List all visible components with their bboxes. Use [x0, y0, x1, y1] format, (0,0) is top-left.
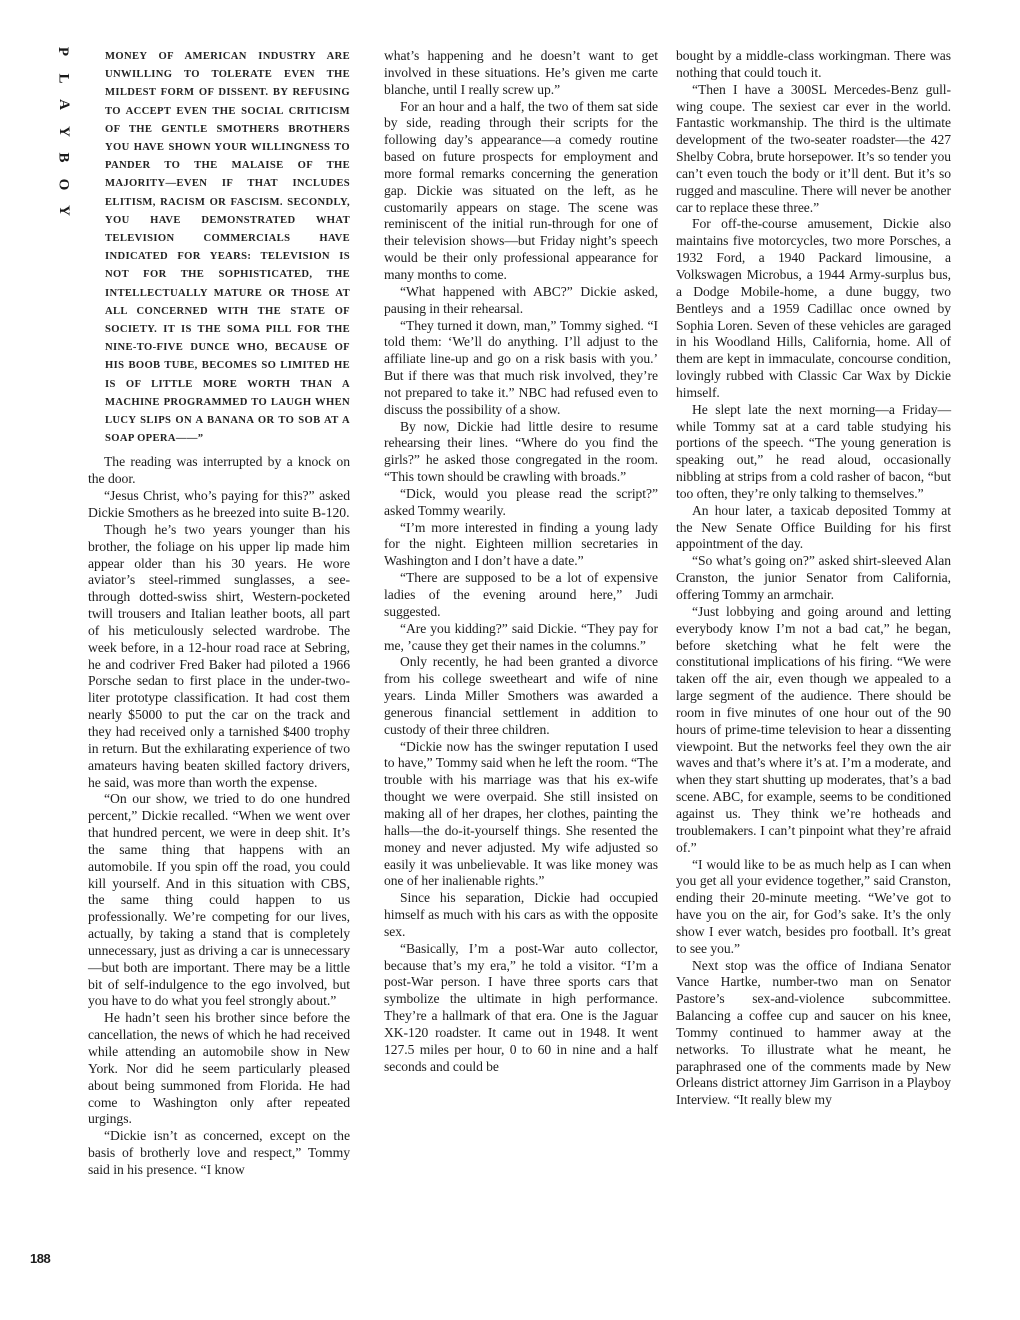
paragraph: “I would like to be as much help as I can when you get all your evidence together,” said Cranston, ending their 20-minute meeting. “We’ve got to have you on the air, for God’s sake. It’s the only show I ever watch, besides pro football. It’s great to see you.” — [676, 856, 951, 956]
paragraph: Only recently, he had been granted a divorce from his college sweetheart and wife of nine years. Linda Miller Smothers was awarded a generous financial settlement in addition to custody of their three children. — [384, 654, 658, 737]
column-3 — [676, 48, 951, 1109]
paragraph: An hour later, a taxicab deposited Tommy at the New Senate Office Building for his first appointment of the day. — [676, 502, 951, 552]
masthead-letter: Y — [55, 125, 72, 137]
paragraph: He hadn’t seen his brother since before the cancellation, the news of which he had received while attending an automobile show in New York. Nor did he seem particularly pleased about being summoned from Florida. He had come to Washington only after repeated urgings. — [88, 1010, 350, 1127]
paragraph-continued: bought by a middle-class workingman. There was nothing that could touch it. — [676, 48, 951, 80]
paragraph: “Dick, would you please read the script?” asked Tommy wearily. — [384, 485, 658, 518]
column-1 — [88, 48, 350, 1179]
masthead-letter: B — [55, 152, 72, 163]
paragraph: “They turned it down, man,” Tommy sighed. “I told them: ‘We’ll do anything. I’ll adjust to the affiliate line-up and go on a risk basis with you.’ But if there was that much risk involved, they’re not prepared to take it.” NBC had refused even to discuss the possibility of a show. — [384, 317, 658, 417]
paragraph: For an hour and a half, the two of them sat side by side, reading through their scripts for the following day’s appearance—a comedy routine based on future prospects for employment and more formal remarks concerning the generation gap. Dickie was situated on the left, as he customarily appears on stage. The scene was reminiscent of the initial run-through for one of their television shows—but Friday night’s speech would be their only professional appearance for many months to come. — [384, 98, 658, 282]
paragraph: “Jesus Christ, who’s paying for this?” asked Dickie Smothers as he breezed into suite B-120. — [88, 488, 350, 520]
paragraph: “Dickie now has the swinger reputation I used to have,” Tommy said when he left the room. “The trouble with his marriage was that his ex-wife thought we were overpaid. She still insisted on making all of her drapes, her clothes, painting the halls—the do-it-yourself things. She resented the money and never adjusted. My wife adjusted so easily it was unbelievable. It was like money was one of her inalienable rights.” — [384, 738, 658, 889]
paragraph: “So what’s going on?” asked shirt-sleeved Alan Cranston, the junior Senator from California, offering Tommy an armchair. — [676, 553, 951, 602]
paragraph: “I’m more interested in finding a young lady for the night. Eighteen million secretaries in Washington and I don’t have a date.” — [384, 519, 658, 569]
page-number: 188 — [30, 1251, 51, 1266]
paragraph: “What happened with ABC?” Dickie asked, pausing in their rehearsal. — [384, 283, 658, 316]
paragraph: Since his separation, Dickie had occupied himself as much with his cars as with the opposite sex. — [384, 890, 658, 939]
masthead-letter: O — [55, 178, 72, 190]
paragraph: “Dickie isn’t as concerned, except on the basis of brotherly love and respect,” Tommy said in his presence. “I know — [88, 1128, 350, 1177]
masthead-letter: P — [55, 46, 72, 57]
paragraph: “Just lobbying and going around and letting everybody know I’m not a bad cat,” he began, before sketching what he felt were the constitutional implications of his firing. “We were taken off the air, even though we appealed to a large segment of the audience. There should be room in five minutes of one hour out of the 90 hours of prime-time television to hear a dissenting viewpoint. But the networks feel they own the air waves and that’s where it’s at. I’m a moderate, and when they start shutting up moderates, that’s a bad scene. ABC, for example, seems to be conditioned against us. They think we’re hotheads and troublemakers. I can’t pinpoint what they’re afraid of.” — [676, 603, 951, 855]
masthead-letter: L — [55, 72, 72, 84]
masthead-letter: Y — [55, 205, 72, 216]
paragraph: He slept late the next morning—a Friday—while Tommy sat at a card table studying his portions of the speech. “The young generation is speaking out,” he read aloud, occasionally nibbling at strips from a cold rasher of bacon, “but too often, they’re only talking to themselves.” — [676, 401, 951, 501]
paragraph: By now, Dickie had little desire to resume rehearsing their lines. “Where do you find the girls?” he asked those congregated in the room. “This town should be crawling with broads.” — [384, 418, 658, 485]
paragraph: “On our show, we tried to do one hundred percent,” Dickie recalled. “When we went over that hundred percent, we were in deep shit. It’s the same thing that happens with an automobile. If you spin off the road, you could kill yourself. And in this situation with CBS, the same thing could happen to us professionally. We’re competing for our lives, actually, by taking a stand that is completely unnecessary, just as driving a car is unnecessary —but both are important. There may be a little bit of self-indulgence to the ego involved, but you have to do what you feel strongly about.” — [88, 791, 350, 1009]
column-2 — [384, 48, 658, 1075]
masthead-letter: A — [55, 99, 72, 110]
paragraph: “There are supposed to be a lot of expensive ladies of the evening around here,” Judi suggested. — [384, 570, 658, 619]
paragraph: “Are you kidding?” said Dickie. “They pay for me, ’cause they get their names in the columns.” — [384, 620, 658, 653]
paragraph: “Basically, I’m a post-War auto collector, because that’s my era,” he told a visitor. “I’m a post-War person. I have three sports cars that symbolize the ultimate in high performance. They’re a hallmark of that era. One is the Jaguar XK-120 roadster. It came out in 1948. It went 127.5 miles per hour, 0 to 60 in nine and a half seconds and could be — [384, 940, 658, 1074]
paragraph: Though he’s two years younger than his brother, the foliage on his upper lip made him appear older than his 30 years. He wore aviator’s steel-rimmed sunglasses, a see-through dotted-swiss shirt, Western-pocketed twill trousers and Italian leather boots, all part of his meticulously selected wardrobe. The week before, in a 12-hour road race at Sebring, he and codriver Fred Baker had piloted a 1966 Porsche sedan to first place in the under-two-liter prototype classification. It had cost them nearly $5000 to put the car on the track and they had received only a tarnished $400 trophy in return. But the exhilarating experience of two amateurs having beaten skilled factory drivers, he said, was more than worth the expense. — [88, 521, 350, 790]
paragraph: The reading was interrupted by a knock on the door. — [88, 454, 350, 487]
paragraph-continued: what’s happening and he doesn’t want to get involved in these situations. He’s given me carte blanche, until I really screw up.” — [384, 48, 658, 97]
paragraph: For off-the-course amusement, Dickie also maintains five motorcycles, two more Porsches, a 1932 Ford, a 1940 Packard limousine, a Volkswagen Microbus, a 1944 Army-surplus bus, a Dodge Mobile-home, a dune buggy, two Bentleys and a 1959 Cadillac once owned by Sophia Loren. Seven of these vehicles are garaged in his Woodland Hills, California, home. All of them are kept in immaculate, concourse condition, lovingly rubbed with Classic Car Wax by Dickie himself. — [676, 216, 951, 400]
paragraph: Next stop was the office of Indiana Senator Vance Hartke, number-two man on Senator Pastore’s sex-and-violence subcommittee. Balancing a coffee cup and saucer on his knee, Tommy continued to hammer away at the networks. To illustrate what he meant, he paraphrased one of the comments made by New Orleans district attorney Jim Garrison in a Playboy Interview. “It really blew my — [676, 957, 951, 1108]
letter-quote: MONEY OF AMERICAN INDUSTRY ARE UNWILLING TO TOLERATE EVEN THE MILDEST FORM OF DISSENT. BY REFUSING TO ACCEPT EVEN THE SOCIAL CRITICISM OF THE GENTLE SMOTHERS BROTHERS YOU HAVE SHOWN YOUR WILLINGNESS TO PANDER TO THE MALAISE OF THE MAJORITY—EVEN IF THAT INCLUDES ELITISM, RACISM OR FASCISM. SECONDLY, YOU HAVE DEMONSTRATED WHAT TELEVISION COMMERCIALS HAVE INDICATED FOR YEARS: TELEVISION IS NOT FOR THE SOPHISTICATED, THE INTELLECTUALLY MATURE OR THOSE AT ALL CONCERNED WITH THE STATE OF SOCIETY. IT IS THE SOMA PILL FOR THE NINE-TO-FIVE DUNCE WHO, BECAUSE OF HIS BOOB TUBE, BECOMES SO LIMITED HE IS OF LITTLE MORE WORTH THAN A MACHINE PROGRAMMED TO LAUGH WHEN LUCY SLIPS ON A BANANA OR TO SOB AT A SOAP OPERA——” — [105, 51, 350, 445]
masthead-playboy — [52, 44, 74, 230]
paragraph: “Then I have a 300SL Mercedes-Benz gull-wing coupe. The sexiest car ever in the world. Fantastic workmanship. The third is the ultimate development of the two-seater roadster—the 427 Shelby Cobra, brute horsepower. It’s so tender you can’t even touch the body or it’ll dent. But it’s so rugged and masculine. There will never be another car to replace these three.” — [676, 81, 951, 215]
